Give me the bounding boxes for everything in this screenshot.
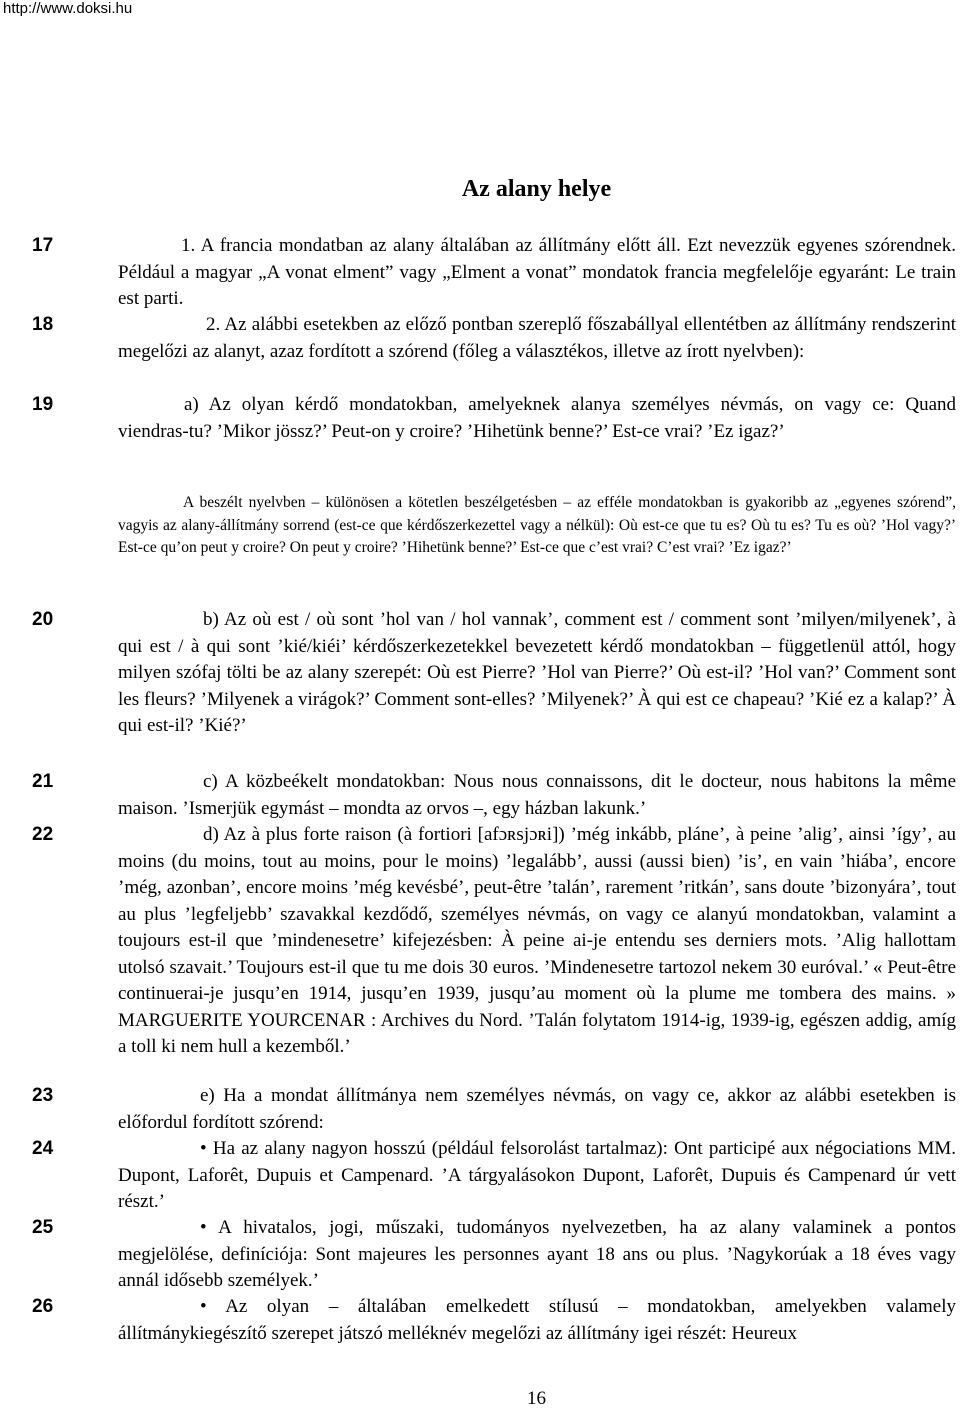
- paragraph-24: • Ha az alany nagyon hosszú (például felsorolást tartalmaz): Ont participé aux négociations MM. Dupont, Laforêt, Dupuis et Campenard. ’A tárgyalásokon Dupont, Laforêt, Dupuis és Campenard úr vett részt.’: [118, 1138, 956, 1212]
- paragraph-19: a) Az olyan kérdő mondatokban, amelyeknek alanya személyes névmás, on vagy ce: Quand viendras-tu? ’Mikor jössz?’ Peut-on y croire? ’Hihetünk benne?’ Est-ce vrai? ’Ez igaz?’: [118, 394, 956, 442]
- paragraph-26: • Az olyan – általában emelkedett stílusú – mondatokban, amelyekben valamely állítmánykiegészítő szerepet játszó melléknév megelőzi az állítmány igei részét: Heureux: [118, 1296, 956, 1344]
- line-number: 22: [32, 824, 54, 845]
- paragraph-25: • A hivatalos, jogi, műszaki, tudományos nyelvezetben, ha az alany valaminek a pontos megjelölése, definíciója: Sont majeures les personnes ayant 18 ans ou plus. ’Nagykorúak a 18 éves vagy annál idősebb személyek.’: [118, 1217, 956, 1291]
- page-number: 16: [527, 1388, 546, 1409]
- usage-note: A beszélt nyelvben – különösen a kötetlen beszélgetésben – az efféle mondatokban is gyakoribb az „egyenes szórend”, vagyis az alany-állítmány sorrend (est-ce que kérdőszerkezettel vagy a nélkül): Où est-ce que tu es? Où tu es? Tu es où? ’Hol vagy?’ Est-ce qu’on peut y croire? On peut y croire? ’Hihetünk benne?’ Est-ce que c’est vrai? C’est vrai? ’Ez igaz?’: [118, 494, 956, 556]
- source-url[interactable]: http://www.doksi.hu: [3, 0, 133, 17]
- line-number: 23: [32, 1085, 54, 1106]
- paragraph-20: b) Az où est / où sont ’hol van / hol vannak’, comment est / comment sont ’milyen/milyenek’, à qui est / à qui sont ’kié/kiéi’ kérdőszerkezetekkel bevezetett kérdő mondatokban – függetlenül attól, hogy milyen szófaj tölti be az alany szerepét: Où est Pierre? ’Hol van Pierre?’ Où est-il? ’Hol van?’ Comment sont les fleurs? ’Milyenek a virágok?’ Comment sont-elles? ’Milyenek?’ À qui est ce chapeau? ’Kié ez a kalap?’ À qui est-il? ’Kié?’: [118, 609, 956, 736]
- page-title: Az alany helye: [461, 176, 612, 202]
- line-number: 24: [32, 1138, 54, 1159]
- line-number: 26: [32, 1296, 54, 1317]
- line-number: 19: [32, 394, 54, 415]
- paragraph-21: c) A közbeékelt mondatokban: Nous nous connaissons, dit le docteur, nous habitons la même maison. ’Ismerjük egymást – mondta az orvos –, egy házban lakunk.’: [118, 771, 956, 819]
- line-number: 25: [32, 1217, 54, 1238]
- line-number: 17: [32, 235, 54, 256]
- paragraph-22: d) Az à plus forte raison (à fortiori [afɔʀsjɔʀi]) ’még inkább, pláne’, à peine ’alig’, ainsi ’így’, au moins (du moins, tout au moins, pour le moins) ’legalább’, aussi (aussi bien) ’is’, en vain ’hiába’, encore ’még, azonban’, encore moins ’még kevésbé’, peut-être ’talán’, rarement ’ritkán’, sans doute ’bizonyára’, tout au plus ’legfeljebb’ szavakkal kezdődő, személyes névmás, on vagy ce alanyú mondatokban, valamint a toujours est-il que ’mindenesetre’ kifejezésben: À peine ai-je entendu ses derniers mots. ’Alig hallottam utolsó szavait.’ Toujours est-il que tu me dois 30 euros. ’Mindenesetre tartozol nekem 30 euróval.’ « Peut-être continuerai-je jusqu’en 1914, jusqu’en 1939, jusqu’au moment où la plume me tombera des mains. » MARGUERITE YOURCENAR : Archives du Nord. ’Talán folytatom 1914-ig, 1939-ig, egészen addig, amíg a toll ki nem hull a kezemből.’: [118, 824, 956, 1057]
- line-number: 18: [32, 314, 54, 335]
- paragraph-18: 2. Az alábbi esetekben az előző pontban szereplő főszabállyal ellentétben az állítmány rendszerint megelőzi az alanyt, azaz fordított a szórend (főleg a választékos, illetve az írott nyelvben):: [118, 314, 956, 362]
- line-number: 20: [32, 609, 54, 630]
- paragraph-23: e) Ha a mondat állítmánya nem személyes névmás, on vagy ce, akkor az alábbi esetekben is előfordul fordított szórend:: [118, 1085, 956, 1133]
- line-number: 21: [32, 771, 54, 792]
- paragraph-17: 1. A francia mondatban az alany általában az állítmány előtt áll. Ezt nevezzük egyenes szórendnek. Például a magyar „A vonat elment” vagy „Elment a vonat” mondatok francia megfelelője egyaránt: Le train est parti.: [118, 235, 956, 309]
